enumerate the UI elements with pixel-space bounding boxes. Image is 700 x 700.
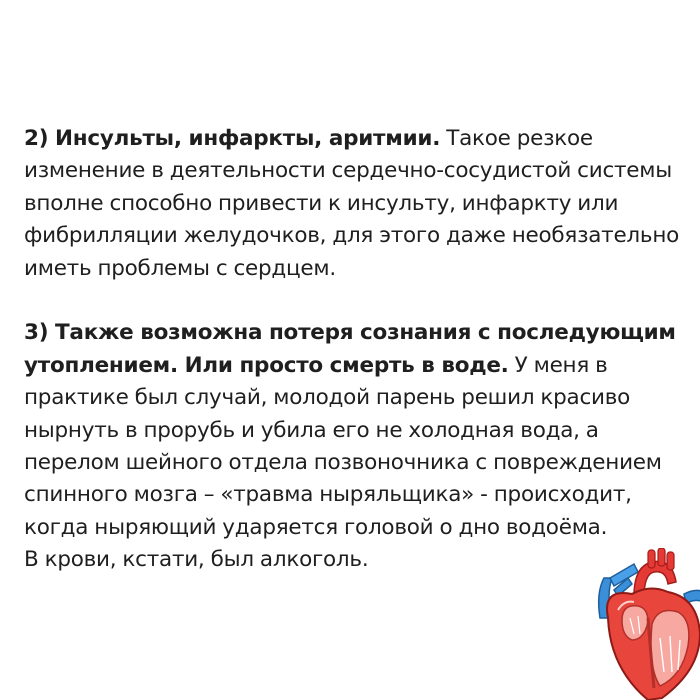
- heading-drowning: 3) Также возможна потеря сознания с последующим утоплением. Или просто смерть в воде.: [24, 320, 676, 378]
- article-text: [24, 123, 684, 577]
- paragraph-spacer: [24, 285, 684, 317]
- body-strokes: Такое резкое изменение в деятельности сердечно-сосудистой системы вполне способно привести к инсульту, инфаркту или фибрилляции желудочков, для этого даже необязательно иметь проблемы с сердцем.: [24, 126, 680, 281]
- paragraph-drowning: [24, 317, 684, 544]
- alcohol-note: В крови, кстати, был алкоголь.: [24, 547, 369, 573]
- body-drowning: У меня в практике был случай, молодой парень решил красиво нырнуть в прорубь и убила его не холодная вода, а перелом шейного отдела позвоночника с повреждением спинного мозга – «травма ныряльщика» - происходит, когда ныряющий ударяется головой о дно водоёма.: [24, 352, 662, 540]
- paragraph-strokes: [24, 123, 684, 285]
- heading-strokes: 2) Инсульты, инфаркты, аритмии.: [24, 126, 441, 151]
- heart-icon: [588, 548, 700, 700]
